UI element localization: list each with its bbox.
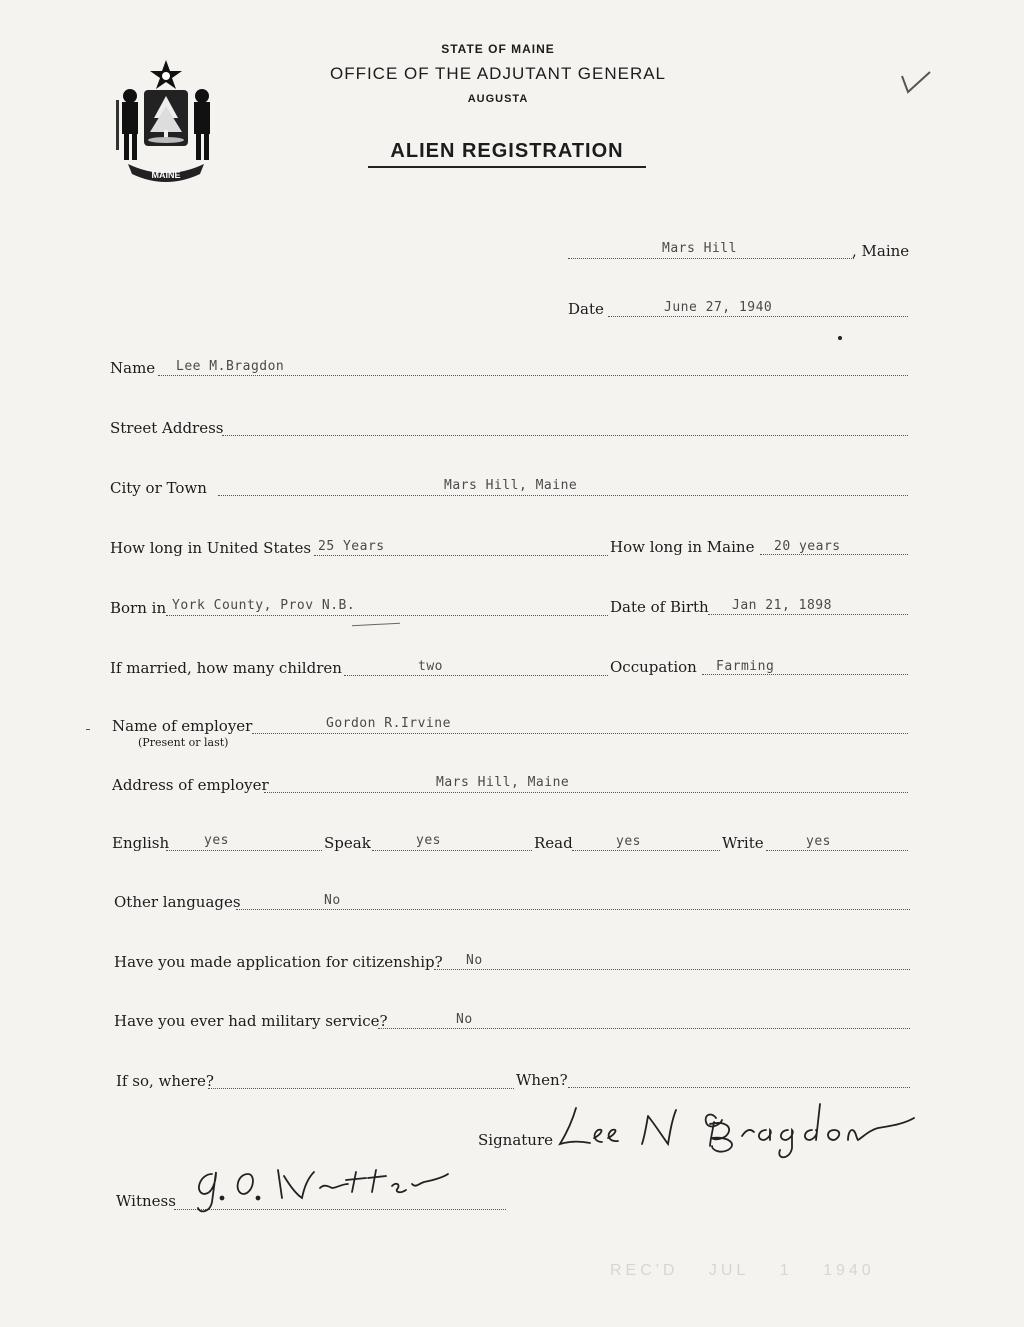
english-value: yes (204, 833, 229, 848)
write-value: yes (806, 834, 831, 849)
margin-tick (86, 729, 90, 730)
speak-label: Speak (324, 834, 371, 852)
stamp-received: REC'D (610, 1262, 679, 1279)
how-long-us-value: 25 Years (318, 539, 385, 554)
name-label: Name (110, 359, 156, 377)
english-label: English (112, 834, 170, 852)
employer-value: Gordon R.Irvine (326, 716, 451, 731)
other-languages-label: Other languages (114, 893, 241, 911)
signature-handwriting (544, 1094, 934, 1168)
born-in-value: York County, Prov N.B. (172, 598, 356, 613)
employer-label: Name of employer (112, 717, 253, 735)
military-value: No (456, 1012, 473, 1027)
stamp-month: JUL (708, 1262, 750, 1279)
stamp-day: 1 (779, 1262, 793, 1279)
place-suffix-label: , Maine (852, 242, 910, 260)
where-label: If so, where? (116, 1072, 214, 1090)
citizenship-value: No (466, 953, 483, 968)
write-label: Write (722, 834, 764, 852)
place-value: Mars Hill (662, 241, 737, 256)
city-heading: AUGUSTA (467, 93, 529, 105)
citizenship-label: Have you made application for citizenship? (114, 953, 443, 971)
how-long-maine-value: 20 years (774, 539, 841, 554)
speak-value: yes (416, 833, 441, 848)
employer-address-label: Address of employer (112, 776, 269, 794)
ink-underline (352, 623, 400, 627)
born-in-label: Born in (110, 599, 167, 617)
date-label: Date (568, 300, 604, 318)
signature-label: Signature (478, 1131, 554, 1149)
city-label: City or Town (110, 479, 207, 497)
street-label: Street Address (110, 419, 224, 437)
read-value: yes (616, 834, 641, 849)
other-languages-value: No (324, 893, 341, 908)
ink-dot (838, 336, 842, 340)
stamp-year: 1940 (823, 1262, 875, 1279)
when-label: When? (516, 1071, 568, 1089)
witness-label: Witness (116, 1192, 176, 1210)
date-value: June 27, 1940 (664, 300, 773, 315)
military-label: Have you ever had military service? (114, 1012, 388, 1030)
city-value: Mars Hill, Maine (444, 478, 578, 493)
children-label: If married, how many children (110, 659, 342, 677)
how-long-maine-label: How long in Maine (610, 538, 755, 556)
office-heading: OFFICE OF THE ADJUTANT GENERAL (329, 64, 667, 83)
children-value: two (418, 659, 443, 674)
form-title: ALIEN REGISTRATION (368, 140, 646, 168)
seal-text: MAINE (151, 170, 181, 180)
occupation-value: Farming (716, 659, 775, 674)
occupation-label: Occupation (610, 658, 697, 676)
dob-value: Jan 21, 1898 (732, 598, 832, 613)
read-label: Read (534, 834, 573, 852)
state-heading: STATE OF MAINE (441, 42, 555, 56)
checkmark-icon (896, 68, 936, 102)
name-value: Lee M.Bragdon (176, 359, 285, 374)
received-stamp (610, 1262, 897, 1280)
dob-label: Date of Birth (610, 598, 709, 616)
employer-address-value: Mars Hill, Maine (436, 775, 570, 790)
witness-handwriting (186, 1158, 456, 1218)
employer-sublabel: (Present or last) (138, 736, 229, 749)
how-long-us-label: How long in United States (110, 539, 312, 557)
